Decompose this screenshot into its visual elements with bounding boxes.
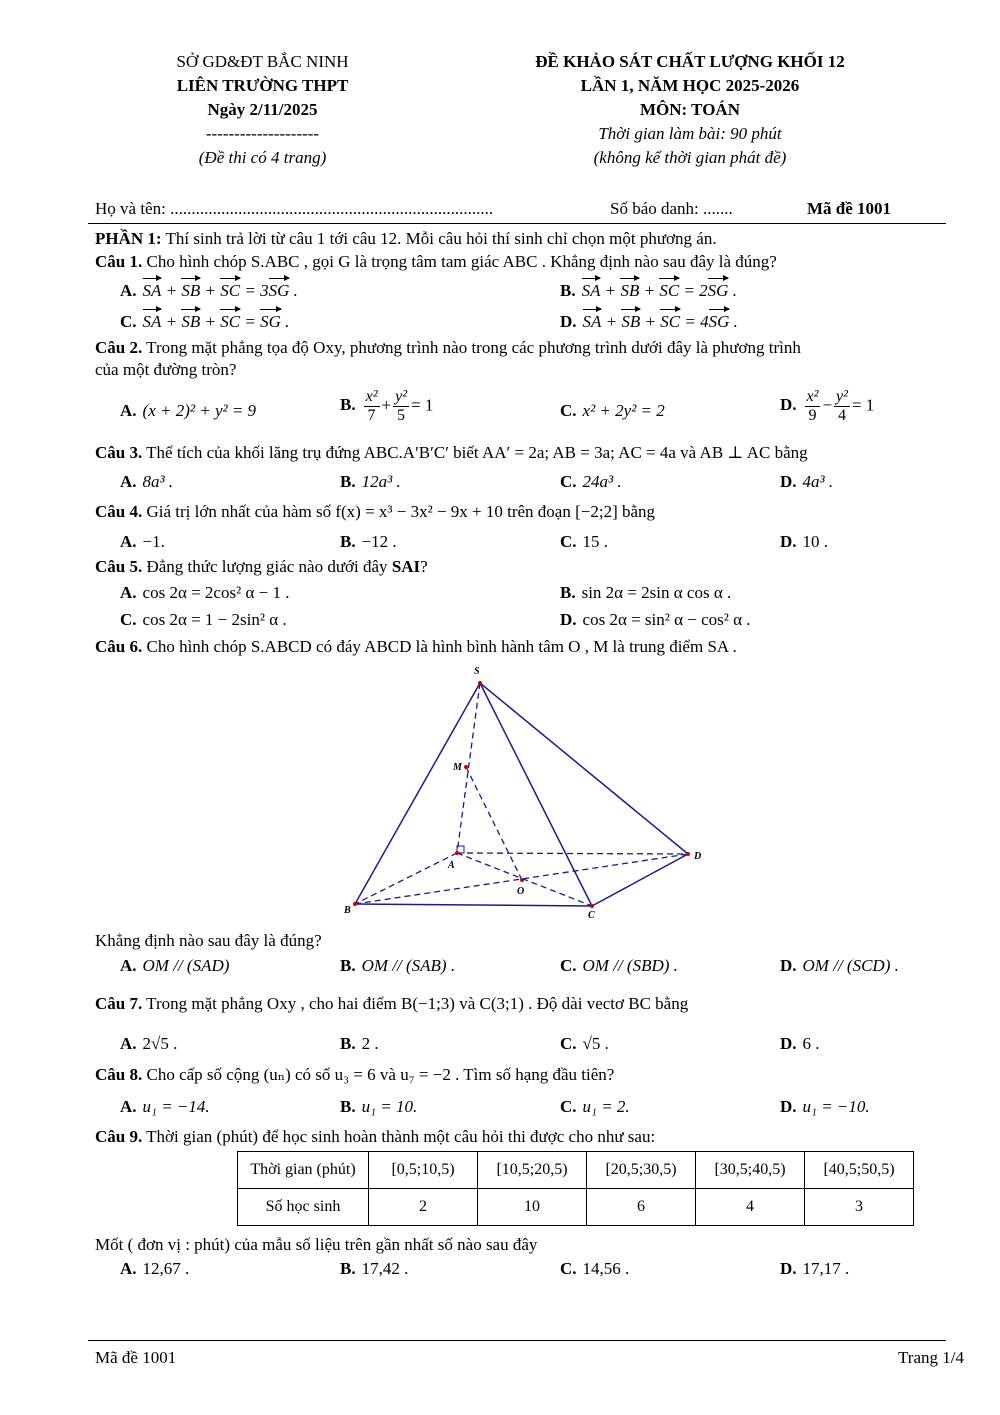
question-4: Câu 4. Giá trị lớn nhất của hàm số f(x) = x³ − 3x² − 9x + 10 trên đoạn [−2;2] bằng — [95, 502, 656, 521]
footer-page-number: Trang 1/4 — [898, 1348, 964, 1367]
q6-option-a[interactable]: A. OM // (SAD) — [120, 956, 230, 975]
q6-option-b[interactable]: B. OM // (SAB) . — [340, 956, 456, 975]
q5-option-d[interactable]: D. cos 2α = sin² α − cos² α . — [560, 610, 751, 629]
point-label-c: C — [588, 910, 595, 921]
q2-option-a[interactable]: A. (x + 2)² + y² = 9 — [120, 401, 257, 420]
point-label-o: O — [517, 886, 525, 897]
header-right — [490, 50, 890, 170]
table-cell: 6 — [587, 1189, 696, 1226]
header-left — [160, 50, 365, 170]
table-cell: 10 — [478, 1189, 587, 1226]
q6-prompt: Khẳng định nào sau đây là đúng? — [95, 931, 322, 950]
q5-option-b[interactable]: B. sin 2α = 2sin α cos α . — [560, 583, 732, 602]
exam-title: ĐỀ KHẢO SÁT CHẤT LƯỢNG KHỐI 12 — [535, 52, 845, 71]
q2-option-b[interactable]: B. $\frac{\text{x²}}{7}$ + $\frac{\text{y²}}{5}$ = 1 — [340, 388, 434, 424]
q4-option-c[interactable]: C. 15 . — [560, 532, 609, 551]
q7-option-b[interactable]: B. 2 . — [340, 1034, 379, 1053]
q9-option-d[interactable]: D. 17,17 . — [780, 1259, 850, 1278]
table-header-cell: [10,5;20,5) — [478, 1152, 587, 1189]
table-cell: Số học sinh — [238, 1189, 369, 1226]
q2-option-c[interactable]: C. x² + 2y² = 2 — [560, 401, 665, 420]
table-cell: 3 — [805, 1189, 914, 1226]
q9-prompt: Mốt ( đơn vị : phút) của mẫu số liệu trên gần nhất số nào sau đây — [95, 1235, 538, 1254]
frequency-table — [237, 1151, 914, 1226]
question-7: Câu 7. Trong mặt phẳng Oxy , cho hai điểm B(−1;3) và C(3;1) . Độ dài vectơ BC bằng — [95, 994, 689, 1013]
candidate-name-field[interactable]: Họ và tên: ............................................................................ — [95, 199, 494, 218]
q8-option-b[interactable]: B. u₁ = 10. — [340, 1097, 418, 1116]
question-1: Câu 1. Cho hình chóp S.ABC , gọi G là trọng tâm tam giác ABC . Khẳng định nào sau đây là đúng? — [95, 252, 777, 271]
table-cell: 2 — [369, 1189, 478, 1226]
q8-option-a[interactable]: A. u₁ = −14. — [120, 1097, 210, 1116]
point-label-m: M — [453, 762, 462, 773]
q5-option-a[interactable]: A. cos 2α = 2cos² α − 1 . — [120, 583, 290, 602]
candidate-id-field[interactable]: Số báo danh: ....... — [610, 199, 733, 218]
q4-option-a[interactable]: A. −1. — [120, 532, 165, 551]
duration: Thời gian làm bài: 90 phút — [598, 124, 782, 143]
table-header-cell: [0,5;10,5) — [369, 1152, 478, 1189]
table-header-cell: [20,5;30,5) — [587, 1152, 696, 1189]
q3-option-a[interactable]: A. 8a³ . — [120, 472, 174, 491]
q7-option-d[interactable]: D. 6 . — [780, 1034, 820, 1053]
point-label-b: B — [344, 905, 351, 916]
q9-option-b[interactable]: B. 17,42 . — [340, 1259, 409, 1278]
question-8: Câu 8. Cho cấp số cộng (uₙ) có số u₃ = 6 và u₇ = −2 . Tìm số hạng đầu tiên? — [95, 1065, 615, 1084]
subject: MÔN: TOÁN — [640, 100, 740, 119]
question-3: Câu 3. Thể tích của khối lăng trụ đứng ABC.A′B′C′ biết AA′ = 2a; AB = 3a; AC = 4a và AB ⊥ AC bằng — [95, 443, 808, 462]
point-label-d: D — [694, 851, 702, 862]
q8-option-c[interactable]: C. u₁ = 2. — [560, 1097, 630, 1116]
duration-note: (không kể thời gian phát đề) — [593, 148, 787, 167]
exam-date: Ngày 2/11/2025 — [207, 100, 318, 119]
question-6: Câu 6. Cho hình chóp S.ABCD có đáy ABCD là hình bình hành tâm O , M là trung điểm SA . — [95, 637, 737, 656]
q4-option-b[interactable]: B. −12 . — [340, 532, 397, 551]
footer-rule — [88, 1340, 946, 1341]
table-cell: 4 — [696, 1189, 805, 1226]
question-2: Câu 2. Trong mặt phẳng tọa độ Oxy, phương trình nào trong các phương trình dưới đây là phương trình của một đường tròn? — [95, 338, 801, 379]
point-label-s: S — [474, 666, 480, 677]
q3-option-b[interactable]: B. 12a³ . — [340, 472, 401, 491]
q1-option-c[interactable]: C. SA + SB + SC = SG . — [120, 312, 290, 331]
q7-option-a[interactable]: A. 2√5 . — [120, 1034, 178, 1053]
footer-exam-code: Mã đề 1001 — [95, 1348, 177, 1367]
q7-option-c[interactable]: C. √5 . — [560, 1034, 609, 1053]
page-count-note: (Đề thi có 4 trang) — [198, 148, 327, 167]
q4-option-d[interactable]: D. 10 . — [780, 532, 829, 551]
question-9: Câu 9. Thời gian (phút) để học sinh hoàn thành một câu hỏi thi được cho như sau: — [95, 1127, 656, 1146]
table-row — [238, 1152, 914, 1189]
table-row — [238, 1189, 914, 1226]
q6-option-d[interactable]: D. OM // (SCD) . — [780, 956, 899, 975]
table-header-cell: Thời gian (phút) — [238, 1152, 369, 1189]
school-name: LIÊN TRƯỜNG THPT — [176, 76, 349, 95]
q2-option-d[interactable]: D. $\frac{\text{x²}}{9}$ − $\frac{\text{y²}}{4}$ = 1 — [780, 388, 875, 424]
q1-option-b[interactable]: B. SA + SB + SC = 2SG . — [560, 281, 737, 300]
dept-name: SỞ GD&ĐT BẮC NINH — [176, 52, 349, 71]
q1-option-d[interactable]: D. SA + SB + SC = 4SG . — [560, 312, 738, 331]
header-divider: -------------------- — [205, 124, 320, 143]
point-label-a: A — [448, 860, 455, 871]
q6-option-c[interactable]: C. OM // (SBD) . — [560, 956, 678, 975]
pyramid-figure — [330, 660, 730, 925]
q1-option-a[interactable]: A. SA + SB + SC = 3SG . — [120, 281, 298, 300]
exam-code: Mã đề 1001 — [807, 199, 892, 218]
table-header-cell: [30,5;40,5) — [696, 1152, 805, 1189]
q5-option-c[interactable]: C. cos 2α = 1 − 2sin² α . — [120, 610, 287, 629]
header-rule — [88, 223, 946, 224]
q3-option-d[interactable]: D. 4a³ . — [780, 472, 834, 491]
q3-option-c[interactable]: C. 24a³ . — [560, 472, 622, 491]
q8-option-d[interactable]: D. u₁ = −10. — [780, 1097, 870, 1116]
candidate-info — [95, 199, 945, 221]
question-5: Câu 5. Đẳng thức lượng giác nào dưới đây SAI? — [95, 557, 428, 576]
part1-instruction: PHẦN 1: Thí sinh trả lời từ câu 1 tới câu 12. Mỗi câu hỏi thí sinh chỉ chọn một phương án. — [95, 229, 717, 248]
exam-round: LẦN 1, NĂM HỌC 2025-2026 — [580, 76, 800, 95]
table-header-cell: [40,5;50,5) — [805, 1152, 914, 1189]
q9-option-c[interactable]: C. 14,56 . — [560, 1259, 630, 1278]
q9-option-a[interactable]: A. 12,67 . — [120, 1259, 190, 1278]
